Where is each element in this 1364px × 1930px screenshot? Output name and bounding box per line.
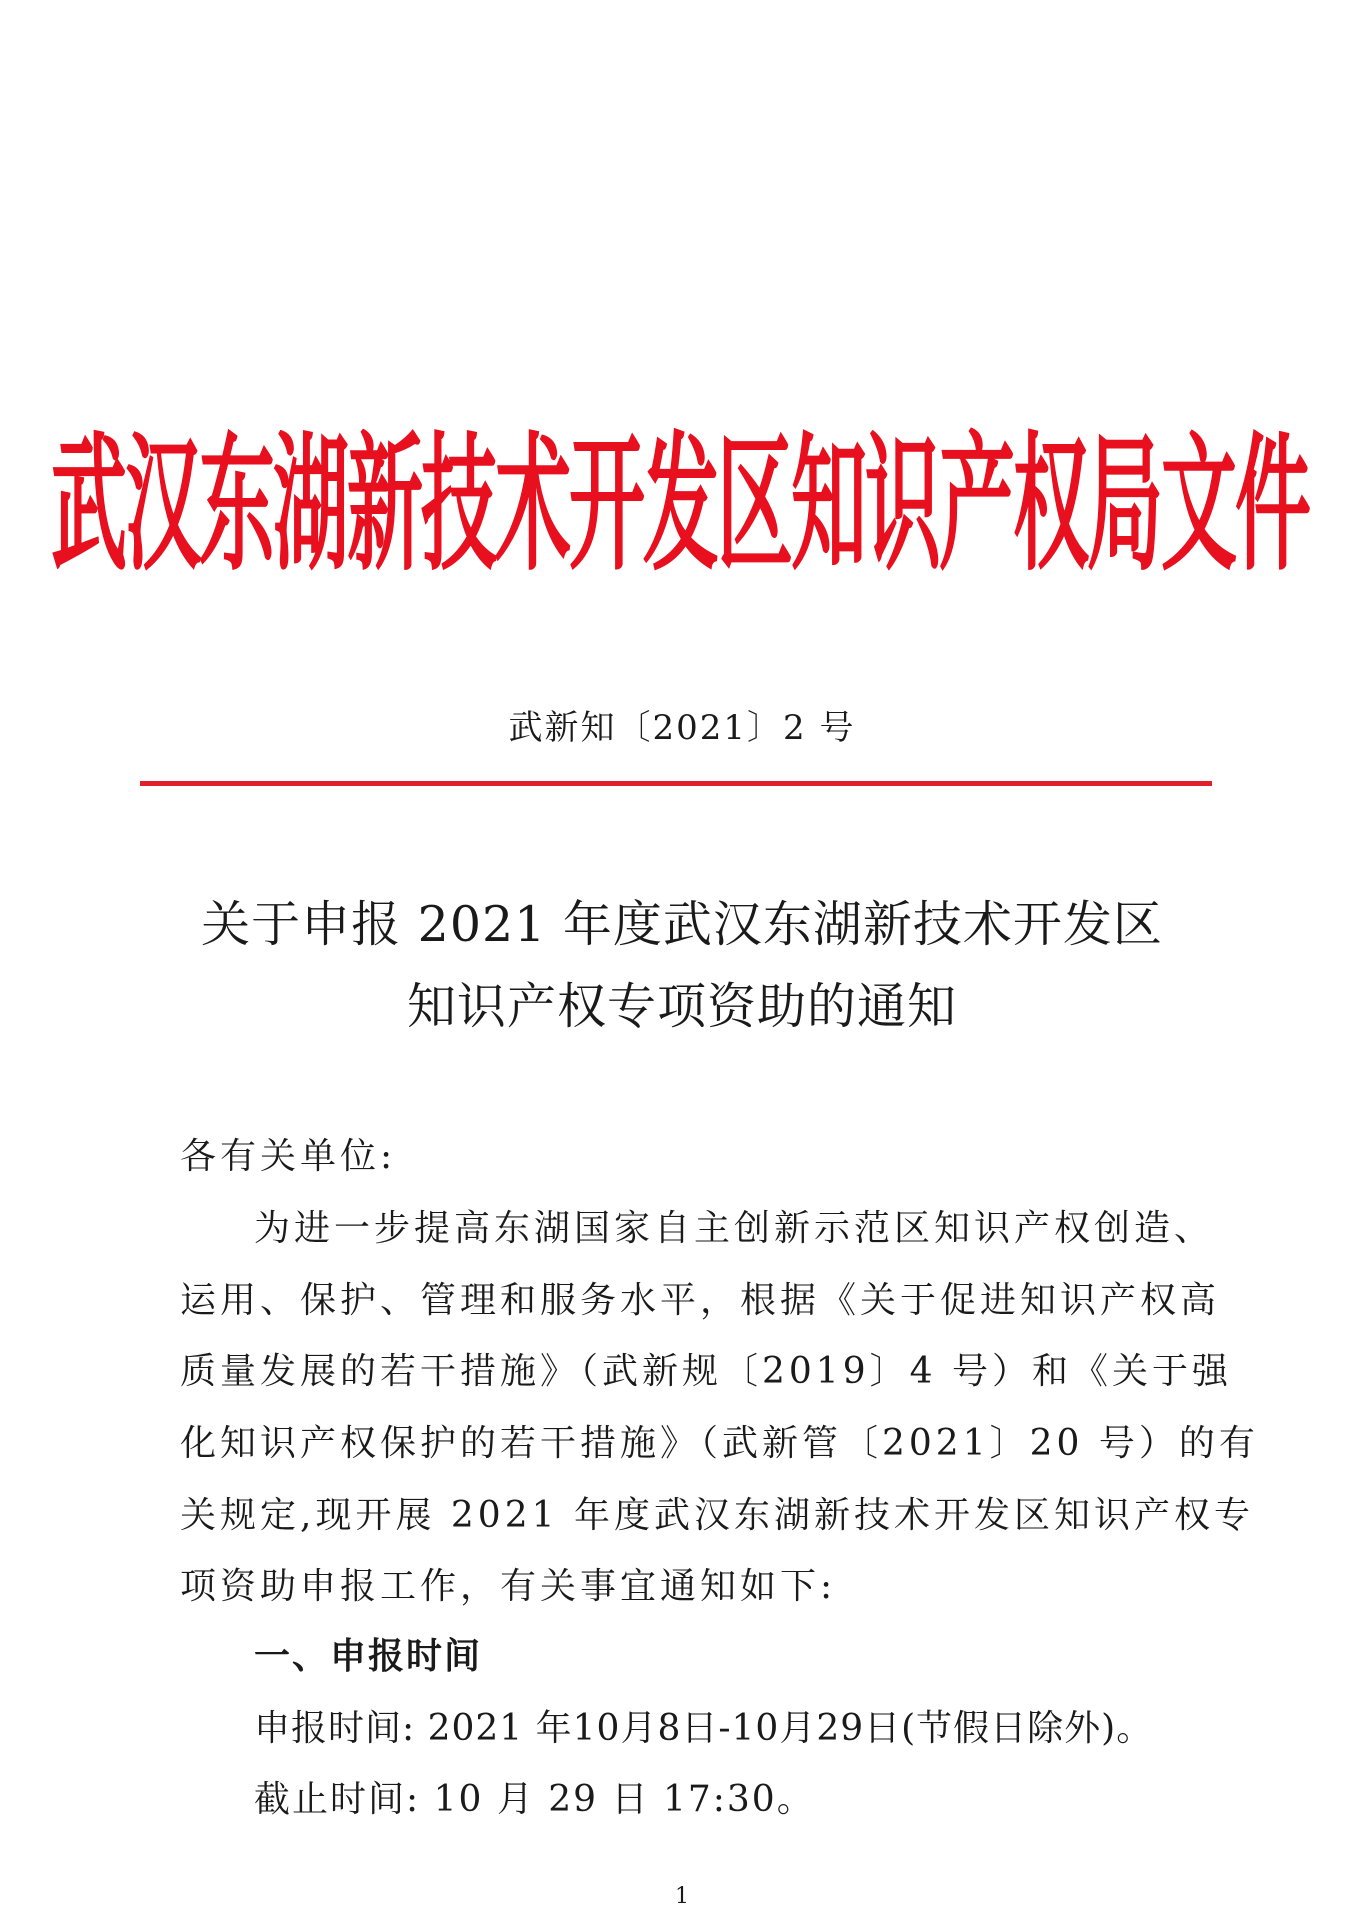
notice-title-line-2: 知识产权专项资助的通知 [406, 978, 957, 1035]
paragraph-line: 关规定,现开展 2021 年度武汉东湖新技术开发区知识产权专 [180, 1495, 1254, 1536]
red-divider [140, 781, 1212, 786]
masthead [51, 405, 1309, 591]
paragraph-line: 质量发展的若干措施》（武新规〔2019〕4 号）和《关于强 [180, 1351, 1232, 1392]
deadline: 截止时间: 10 月 29 日 17:30。 [254, 1779, 815, 1820]
salutation: 各有关单位: [180, 1136, 397, 1177]
page-number: 1 [675, 1884, 689, 1909]
section-heading: 一、申报时间 [254, 1636, 483, 1677]
paragraph-line: 项资助申报工作，有关事宜通知如下: [180, 1566, 837, 1607]
paragraph-line: 运用、保护、管理和服务水平，根据《关于促进知识产权高 [180, 1280, 1221, 1321]
paragraph-line: 化知识产权保护的若干措施》（武新管〔2021〕20 号）的有 [180, 1423, 1259, 1464]
submission-period: 申报时间: 2021 年10月8日-10月29日(节假日除外)。 [254, 1708, 1154, 1749]
notice-title-line-1: 关于申报 2021 年度武汉东湖新技术开发区 [201, 896, 1163, 953]
paragraph-line: 为进一步提高东湖国家自主创新示范区知识产权创造、 [254, 1208, 1215, 1249]
issuer-title: 武汉东湖新技术开发区知识产权局文件 [51, 417, 1309, 591]
document-number: 武新知〔2021〕2 号 [508, 708, 856, 748]
